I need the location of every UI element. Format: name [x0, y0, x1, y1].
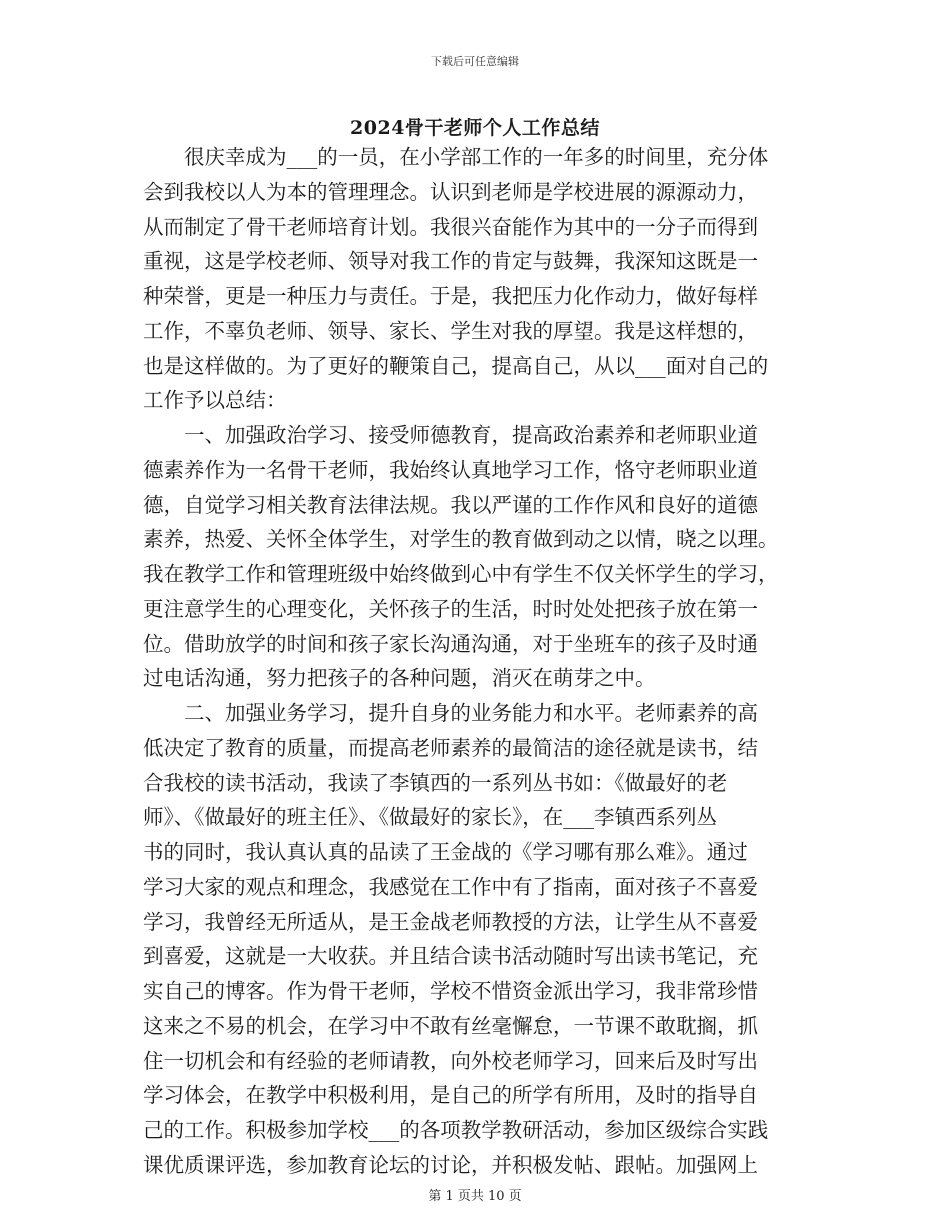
body-text-line: 重视，这是学校老师、领导对我工作的肯定与鼓舞，我深知这既是一 [143, 249, 758, 274]
body-text-line: 低决定了教育的质量，而提高老师素养的最简洁的途径就是读书，结 [143, 735, 758, 760]
body-text-line: 也是这样做的。为了更好的鞭策自己，提高自己，从以___面对自己的 [143, 353, 769, 378]
body-text-line: 会到我校以人为本的管理理念。认识到老师是学校进展的源源动力， [143, 179, 758, 204]
body-text-line: 更注意学生的心理变化，关怀孩子的生活，时时处处把孩子放在第一 [143, 596, 758, 621]
body-text-line: 从而制定了骨干老师培育计划。我很兴奋能作为其中的一分子而得到 [143, 214, 758, 239]
body-text-line: 师》、《做最好的班主任》、《做最好的家长》，在___李镇西系列丛 [143, 805, 717, 830]
body-text-line: 二、加强业务学习，提升自身的业务能力和水平。老师素养的高 [143, 701, 758, 725]
body-text-line: 书的同时，我认真认真的品读了王金战的《学习哪有那么难》。通过 [143, 840, 748, 864]
body-text-line: 学习体会，在教学中积极利用，是自己的所学有所用，及时的指导自 [143, 1083, 758, 1108]
body-text-line: 种荣誉，更是一种压力与责任。于是，我把压力化作动力，做好每样 [143, 284, 758, 308]
body-text-line: 很庆幸成为___的一员，在小学部工作的一年多的时间里，充分体 [143, 145, 769, 169]
body-text-line: 过电话沟通，努力把孩子的各种问题，消灭在萌芽之中。 [143, 666, 656, 691]
document-body [143, 140, 807, 1183]
body-text-line: 学习大家的观点和理念，我感觉在工作中有了指南，面对孩子不喜爱 [143, 874, 758, 899]
body-text-line: 工作，不辜负老师、领导、家长、学生对我的厚望。我是这样想的， [143, 318, 758, 343]
body-text-line: 己的工作。积极参加学校___的各项教学教研活动，参加区级综合实践 [143, 1118, 769, 1142]
body-text-line: 德，自觉学习相关教育法律法规。我以严谨的工作作风和良好的道德 [143, 492, 758, 517]
body-text-line: 素养，热爱、关怀全体学生，对学生的教育做到动之以情，晓之以理。 [143, 527, 779, 552]
body-text-line: 合我校的读书活动，我读了李镇西的一系列丛书如：《做最好的老 [143, 770, 728, 795]
body-text-line: 我在教学工作和管理班级中始终做到心中有学生不仅关怀学生的学习， [143, 562, 779, 586]
body-text-line: 住一切机会和有经验的老师请教，向外校老师学习，回来后及时写出 [143, 1048, 758, 1073]
page-footer: 第 1 页共 10 页 [428, 1189, 522, 1204]
body-text-line: 到喜爱，这就是一大收获。并且结合读书活动随时写出读书笔记，充 [143, 944, 758, 969]
body-text-line: 课优质课评选，参加教育论坛的讨论，并积极发帖、跟帖。加强网上 [143, 1152, 758, 1177]
body-text-line: 实自己的博客。作为骨干老师，学校不惜资金派出学习，我非常珍惜 [143, 979, 758, 1003]
body-text-line: 位。借助放学的时间和孩子家长沟通沟通，对于坐班车的孩子及时通 [143, 631, 758, 656]
page-header: 下载后可任意编辑 [431, 55, 519, 68]
body-text-line: 工作予以总结： [143, 388, 287, 413]
body-text-line: 德素养作为一名骨干老师，我始终认真地学习工作，恪守老师职业道 [143, 457, 758, 482]
body-text-line: 这来之不易的机会，在学习中不敢有丝毫懈怠，一节课不敢耽搁，抓 [143, 1013, 758, 1038]
document-title: 2024骨干老师个人工作总结 [350, 117, 600, 139]
body-text-line: 学习，我曾经无所适从，是王金战老师教授的方法，让学生从不喜爱 [143, 909, 758, 934]
body-text-line: 一、加强政治学习、接受师德教育，提高政治素养和老师职业道 [143, 423, 758, 447]
